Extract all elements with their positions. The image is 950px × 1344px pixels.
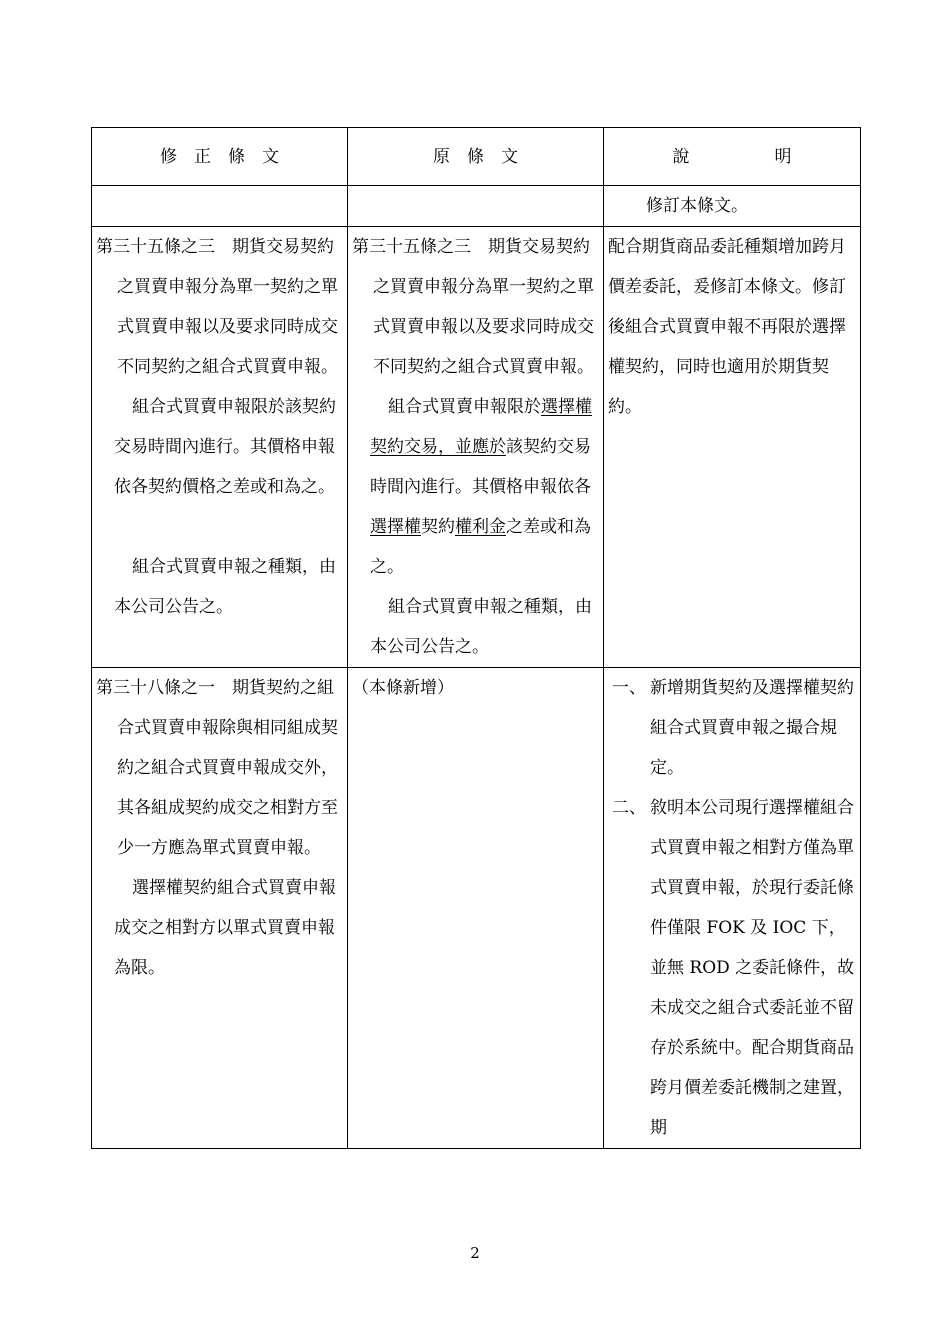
row0-original bbox=[348, 186, 604, 227]
amendment-comparison-table bbox=[91, 127, 861, 1149]
table-row bbox=[92, 227, 861, 668]
row0-explanation bbox=[604, 186, 861, 227]
article-35-3-original-p2: 組合式買賣申報限於選擇權契約交易，並應於該契約交易時間內進行。其價格申報依各選擇權契約權利金之差或和為之。 bbox=[370, 397, 592, 577]
article-38-1-amended-p2: 選擇權契約組合式買賣申報成交之相對方以單式買賣申報為限。 bbox=[114, 878, 336, 978]
page-number: 2 bbox=[470, 1244, 480, 1262]
article-38-1-original: （本條新增） bbox=[352, 678, 454, 698]
explanation-item-1: 一、 新增期貨契約及選擇權契約組合式買賣申報之撮合規定。 bbox=[612, 678, 854, 778]
row0-explanation-text: 修訂本條文。 bbox=[646, 196, 748, 216]
header-original-text: 原 條 文 bbox=[348, 128, 604, 186]
header-explanation: 說 明 bbox=[604, 128, 861, 186]
row1-amended bbox=[92, 227, 348, 668]
table-header-row bbox=[92, 128, 861, 186]
article-35-3-amended-p1: 第三十五條之三 期貨交易契約之買賣申報分為單一契約之單式買賣申報以及要求同時成交不同契約之組合式買賣申報。 bbox=[96, 237, 338, 377]
table-row bbox=[92, 186, 861, 227]
table-row bbox=[92, 668, 861, 1149]
deleted-text-3: 權利金 bbox=[455, 517, 506, 537]
deleted-text-2: 選擇權 bbox=[370, 517, 421, 537]
row2-explanation bbox=[604, 668, 861, 1149]
row1-original bbox=[348, 227, 604, 668]
article-35-3-original-p3: 組合式買賣申報之種類，由本公司公告之。 bbox=[370, 597, 592, 657]
article-35-3-original-p1: 第三十五條之三 期貨交易契約之買賣申報分為單一契約之單式買賣申報以及要求同時成交不同契約之組合式買賣申報。 bbox=[352, 237, 594, 377]
article-35-3-explanation: 配合期貨商品委託種類增加跨月價差委託，爰修訂本條文。修訂後組合式買賣申報不再限於選擇權契約，同時也適用於期貨契約。 bbox=[608, 237, 846, 417]
explanation-item-2: 二、 敘明本公司現行選擇權組合式買賣申報之相對方僅為單式買賣申報，於現行委託條件僅限 FOK 及 IOC 下，並無 ROD 之委託條件，故未成交之組合式委託並不留存於系統中。配合期貨商品跨月價差委託機制之建置，期 bbox=[612, 798, 855, 1138]
article-35-3-amended-p3: 組合式買賣申報之種類，由本公司公告之。 bbox=[114, 557, 336, 617]
article-35-3-amended-p2: 組合式買賣申報限於該契約交易時間內進行。其價格申報依各契約價格之差或和為之。 bbox=[114, 397, 336, 497]
deleted-text-1: 選擇權契約交易，並應於 bbox=[370, 397, 592, 457]
row1-explanation bbox=[604, 227, 861, 668]
row2-amended bbox=[92, 668, 348, 1149]
row2-original bbox=[348, 668, 604, 1149]
header-amended-text: 修 正 條 文 bbox=[92, 128, 348, 186]
article-38-1-amended-p1: 第三十八條之一 期貨契約之組合式買賣申報除與相同組成契約之組合式買賣申報成交外，其各組成契約成交之相對方至少一方應為單式買賣申報。 bbox=[96, 678, 338, 858]
row0-amended bbox=[92, 186, 348, 227]
